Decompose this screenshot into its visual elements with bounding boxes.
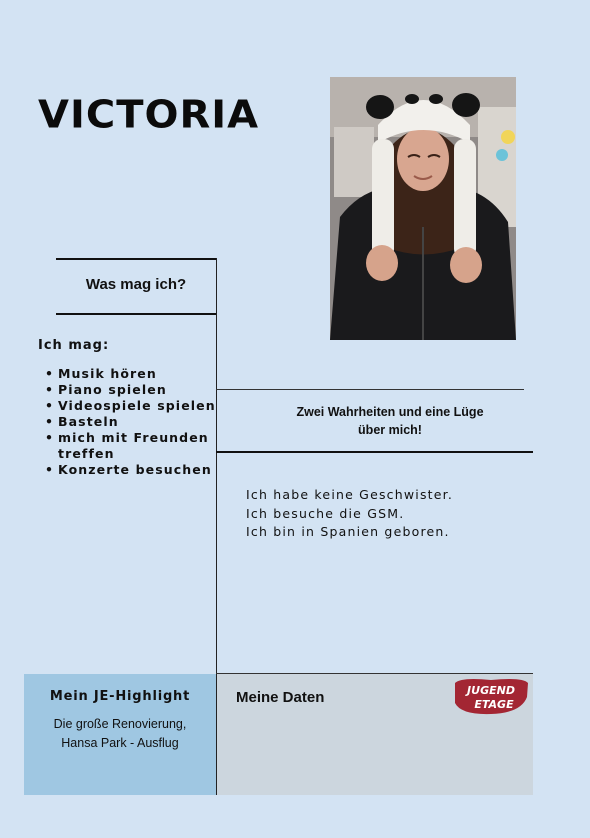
- likes-intro: Ich mag:: [38, 338, 110, 353]
- truths-heading: [220, 403, 560, 439]
- list-item: • Videospiele spielen: [58, 398, 238, 414]
- truths-heading-bottom-line: [216, 451, 533, 453]
- statement: Ich besuche die GSM.: [246, 505, 405, 521]
- name-title: VICTORIA: [38, 93, 260, 137]
- logo-line2: ETAGE: [474, 698, 514, 711]
- highlight-title: Mein JE-Highlight: [49, 689, 191, 704]
- likes-heading-top-line: [56, 258, 216, 260]
- truths-heading-line1: Zwei Wahrheiten und eine Lüge: [296, 405, 484, 419]
- list-item: • mich mit Freunden treffen: [58, 430, 238, 462]
- likes-list: [38, 366, 238, 478]
- data-title: Meine Daten: [236, 689, 325, 706]
- likes-heading-bottom-line: [56, 313, 216, 315]
- statement: Ich habe keine Geschwister.: [246, 487, 454, 502]
- truths-heading-top-line: [216, 389, 524, 390]
- list-item: • Konzerte besuchen: [58, 462, 238, 478]
- highlight-line1: Die große Renovierung,: [53, 717, 187, 731]
- likes-heading: Was mag ich?: [85, 276, 187, 293]
- statement: Ich bin in Spanien geboren.: [246, 524, 450, 539]
- highlight-line2: Hansa Park - Ausflug: [61, 736, 179, 750]
- profile-photo: [330, 77, 516, 340]
- list-item: • Piano spielen: [58, 382, 238, 398]
- list-item: • Musik hören: [58, 366, 238, 382]
- truths-statements: [246, 486, 453, 542]
- logo-line1: JUGEND: [467, 684, 515, 697]
- jugend-etage-logo: [451, 677, 531, 721]
- highlight-text: [24, 715, 216, 753]
- truths-heading-line2: über mich!: [358, 423, 422, 437]
- list-item: • Basteln: [58, 414, 238, 430]
